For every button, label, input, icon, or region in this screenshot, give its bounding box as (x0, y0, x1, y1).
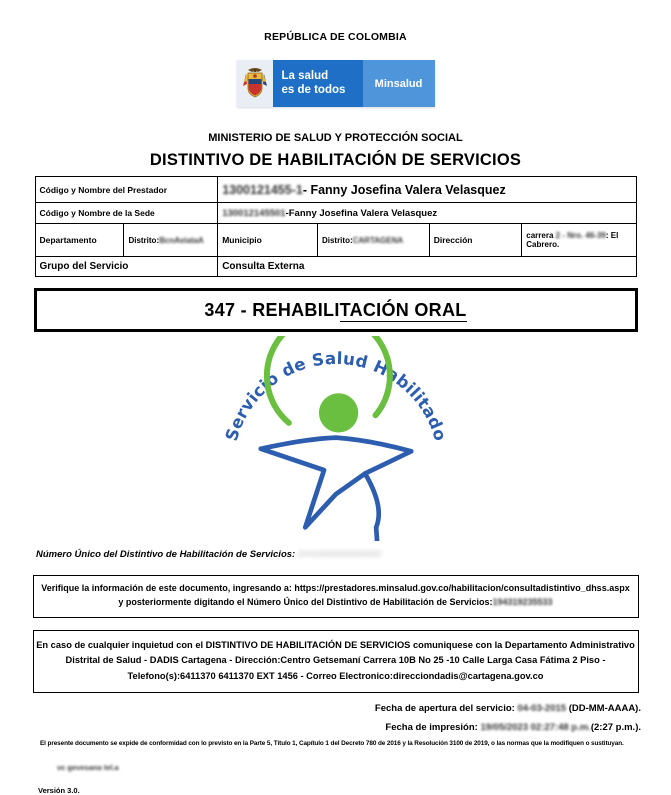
direccion-prefix: carrera (526, 231, 556, 240)
service-title-plain: 347 - REHABILI (204, 300, 340, 320)
municipio-label: Municipio (218, 224, 318, 257)
table-row-prestador (35, 177, 636, 203)
table-row-location (35, 224, 636, 257)
verification-line1: Verifique la información de este documento, ingresando a: https://prestadores.minsalud.gov.co/habilitacion/consultadistintivo_dhss.aspx (41, 583, 630, 593)
minsalud-brand: Minsalud (363, 60, 435, 107)
numero-unico-label: Número Único del Distintivo de Habilitación de Servicios: (36, 549, 296, 560)
prestador-code-redacted: 1300121455-1 (222, 182, 303, 197)
service-title-underlined: TACIÓN ORAL (339, 300, 467, 320)
habilitado-seal-graphic (205, 336, 467, 541)
municipio-redacted: CARTAGENA (352, 235, 404, 245)
seal-star-figure (260, 438, 410, 540)
seal-head (318, 393, 357, 432)
verification-box (33, 575, 639, 618)
document-title: DISTINTIVO DE HABILITACIÓN DE SERVICIOS (149, 151, 522, 169)
fecha-impresion-line (0, 722, 641, 733)
tagline-line1: La salud (281, 70, 329, 83)
contact-line3: Telefono(s):6411370 6411370 EXT 1456 - Correo Electronico:direcciondadis@cartagena.gov.co (127, 670, 544, 681)
legal-notice: El presente documento se expide de conformidad con lo previsto en la Parte 5, Título 1, Capítulo 1 del Decreto 780 de 2016 y la Resolución 3100 de 2019, o las normas que la modifiquen o sustituyan. (40, 739, 624, 747)
minsalud-logo (0, 60, 671, 107)
fecha-apertura-redacted: 04-03-2015 (517, 702, 567, 714)
direccion-value (522, 224, 636, 257)
contact-line1: En caso de cualquier inquietud con el DISTINTIVO DE HABILITACIÓN DE SERVICIOS comuniquese con la Departamento Administrativo (36, 639, 635, 650)
minsalud-tagline (273, 60, 363, 107)
tagline-line2: es de todos (281, 83, 346, 96)
verification-line2-text: y posteriormente digitando el Número Único del Distintivo de Habilitación de Servicios: (118, 596, 493, 607)
service-title-box (34, 288, 638, 332)
fecha-impresion-label: Fecha de impresión: (385, 721, 481, 733)
provider-table (35, 176, 637, 277)
table-row-sede (35, 203, 636, 224)
fecha-impresion-time: (2:27 p.m.). (590, 721, 641, 733)
version-label: Versión 3.0. (38, 785, 80, 795)
verification-code-redacted: 194319235533 (492, 596, 553, 607)
numero-unico-value-redacted: DHS000000000000 (297, 549, 382, 560)
prestador-name: - Fanny Josefina Valera Velasquez (302, 182, 506, 197)
grupo-value: Consulta Externa (218, 257, 636, 277)
municipio-prefix: Distrito: (321, 235, 353, 245)
seal-curved-text: Servicio de Salud Habilitado (221, 348, 450, 444)
footer-signature-redacted: vc gevesana tel.a (57, 762, 119, 772)
fecha-impresion-redacted: 19/05/2023 02:27:48 p.m. (480, 721, 591, 733)
table-row-grupo (35, 257, 636, 277)
direccion-label: Dirección (429, 224, 522, 257)
fecha-apertura-label: Fecha de apertura del servicio: (374, 702, 518, 714)
republic-heading: REPÚBLICA DE COLOMBIA (264, 31, 407, 43)
sede-value (218, 203, 636, 224)
fecha-apertura-format: (DD-MM-AAAA). (566, 702, 641, 714)
colombia-coat-of-arms-icon (237, 60, 273, 107)
sede-code-redacted: 130012145501 (222, 207, 286, 219)
sede-label: Código y Nombre de la Sede (35, 203, 218, 224)
departamento-label: Departamento (35, 224, 124, 257)
prestador-value (218, 177, 636, 203)
verification-line2 (36, 596, 636, 610)
municipio-value (317, 224, 429, 257)
departamento-prefix: Distrito: (128, 235, 160, 245)
contact-line2: Distrital de Salud - DADIS Cartagena - Dirección:Centro Getsemaní Carrera 10B No 25 -10 Calle Larga Casa Fátima 2 Piso - (65, 655, 606, 666)
direccion-suffix: : El Cabrero. (526, 231, 619, 249)
numero-unico-line (36, 549, 671, 560)
prestador-label: Código y Nombre del Prestador (35, 177, 218, 203)
sede-name: -Fanny Josefina Valera Velasquez (285, 207, 438, 219)
ministry-heading: MINISTERIO DE SALUD Y PROTECCIÓN SOCIAL (208, 132, 463, 144)
contact-box (33, 630, 639, 693)
departamento-value (124, 224, 218, 257)
direccion-redacted: 2 - Nro. 46-39 (555, 231, 606, 240)
departamento-redacted: BcnAviataA (159, 235, 204, 245)
habilitado-seal (0, 336, 671, 541)
fecha-apertura-line (0, 703, 641, 714)
grupo-label: Grupo del Servicio (35, 257, 218, 277)
